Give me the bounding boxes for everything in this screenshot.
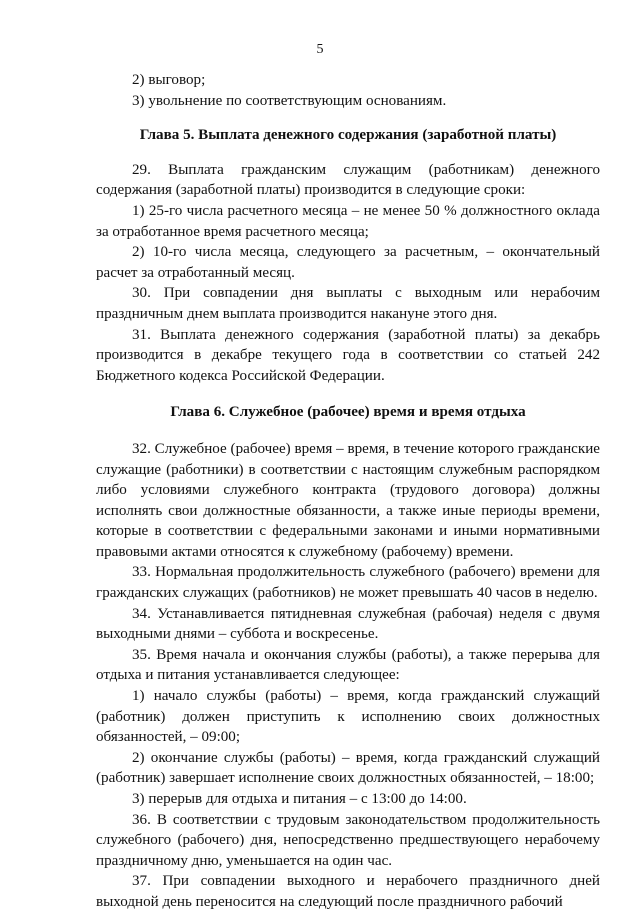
list-item-reprimand: 2) выговор; xyxy=(132,72,206,88)
page-number: 5 xyxy=(316,42,324,57)
chapter-6-title: Глава 6. Служебное (рабочее) время и время отдыха xyxy=(170,404,526,421)
paragraph-31: 31. Выплата денежного содержания (заработной платы) за декабрь производится в декабре текущего года в соответствии со статьей 242 Бюджетного кодекса Российской Федерации. xyxy=(96,326,600,384)
paragraph-34: 34. Устанавливается пятидневная служебная (рабочая) неделя с двумя выходными днями – суббота и воскресенье. xyxy=(96,605,600,643)
paragraph-30: 30. При совпадении дня выплаты с выходным или нерабочим праздничным днем выплата производится накануне этого дня. xyxy=(96,285,600,322)
paragraph-37: 37. При совпадении выходного и нерабочего праздничного дней выходной день переносится на следующий после праздничного рабочий xyxy=(96,873,600,910)
list-item-dismissal: 3) увольнение по соответствующим основаниям. xyxy=(132,92,447,109)
paragraph-35-item-2: 2) окончание службы (работы) – время, когда гражданский служащий (работник) завершает исполнение своих должностных обязанностей, – 18:00; xyxy=(96,749,600,787)
paragraph-35: 35. Время начала и окончания службы (работы), а также перерыва для отдыха и питания устанавливается следующее: xyxy=(96,646,600,684)
paragraph-33: 33. Нормальная продолжительность служебного (рабочего) времени для гражданских служащих (работников) не может превышать 40 часов в неделю. xyxy=(96,564,600,602)
paragraph-29-item-1: 1) 25-го числа расчетного месяца – не менее 50 % должностного оклада за отработанное время расчетного месяца; xyxy=(96,202,600,240)
paragraph-29-item-2: 2) 10-го числа месяца, следующего за расчетным, – окончательный расчет за отработанный месяц. xyxy=(96,244,600,281)
chapter-5-title: Глава 5. Выплата денежного содержания (заработной платы) xyxy=(139,127,557,144)
paragraph-36: 36. В соответствии с трудовым законодательством продолжительность служебного (рабочего) дня, непосредственно предшествующего нерабочему праздничному дню, уменьшается на один час. xyxy=(96,811,600,869)
document-body xyxy=(96,70,600,913)
paragraph-29: 29. Выплата гражданским служащим (работникам) денежного содержания (заработной платы) производится в следующие сроки: xyxy=(96,161,600,199)
paragraph-35-item-3: 3) перерыв для отдыха и питания – с 13:00 до 14:00. xyxy=(132,791,467,807)
paragraph-32: 32. Служебное (рабочее) время – время, в течение которого гражданские служащие (работники) в соответствии с настоящим служебным распорядком либо условиями служебного контракта (трудового договора) должны исполнять свои должностные обязанности, а также иные периоды времени, которые в соответствии с федеральными законами и иными нормативными правовыми актами относятся к служебному (рабочему) времени. xyxy=(96,440,600,560)
paragraph-35-item-1: 1) начало службы (работы) – время, когда гражданский служащий (работник) должен приступить к исполнению своих должностных обязанностей, – 09:00; xyxy=(96,688,600,746)
